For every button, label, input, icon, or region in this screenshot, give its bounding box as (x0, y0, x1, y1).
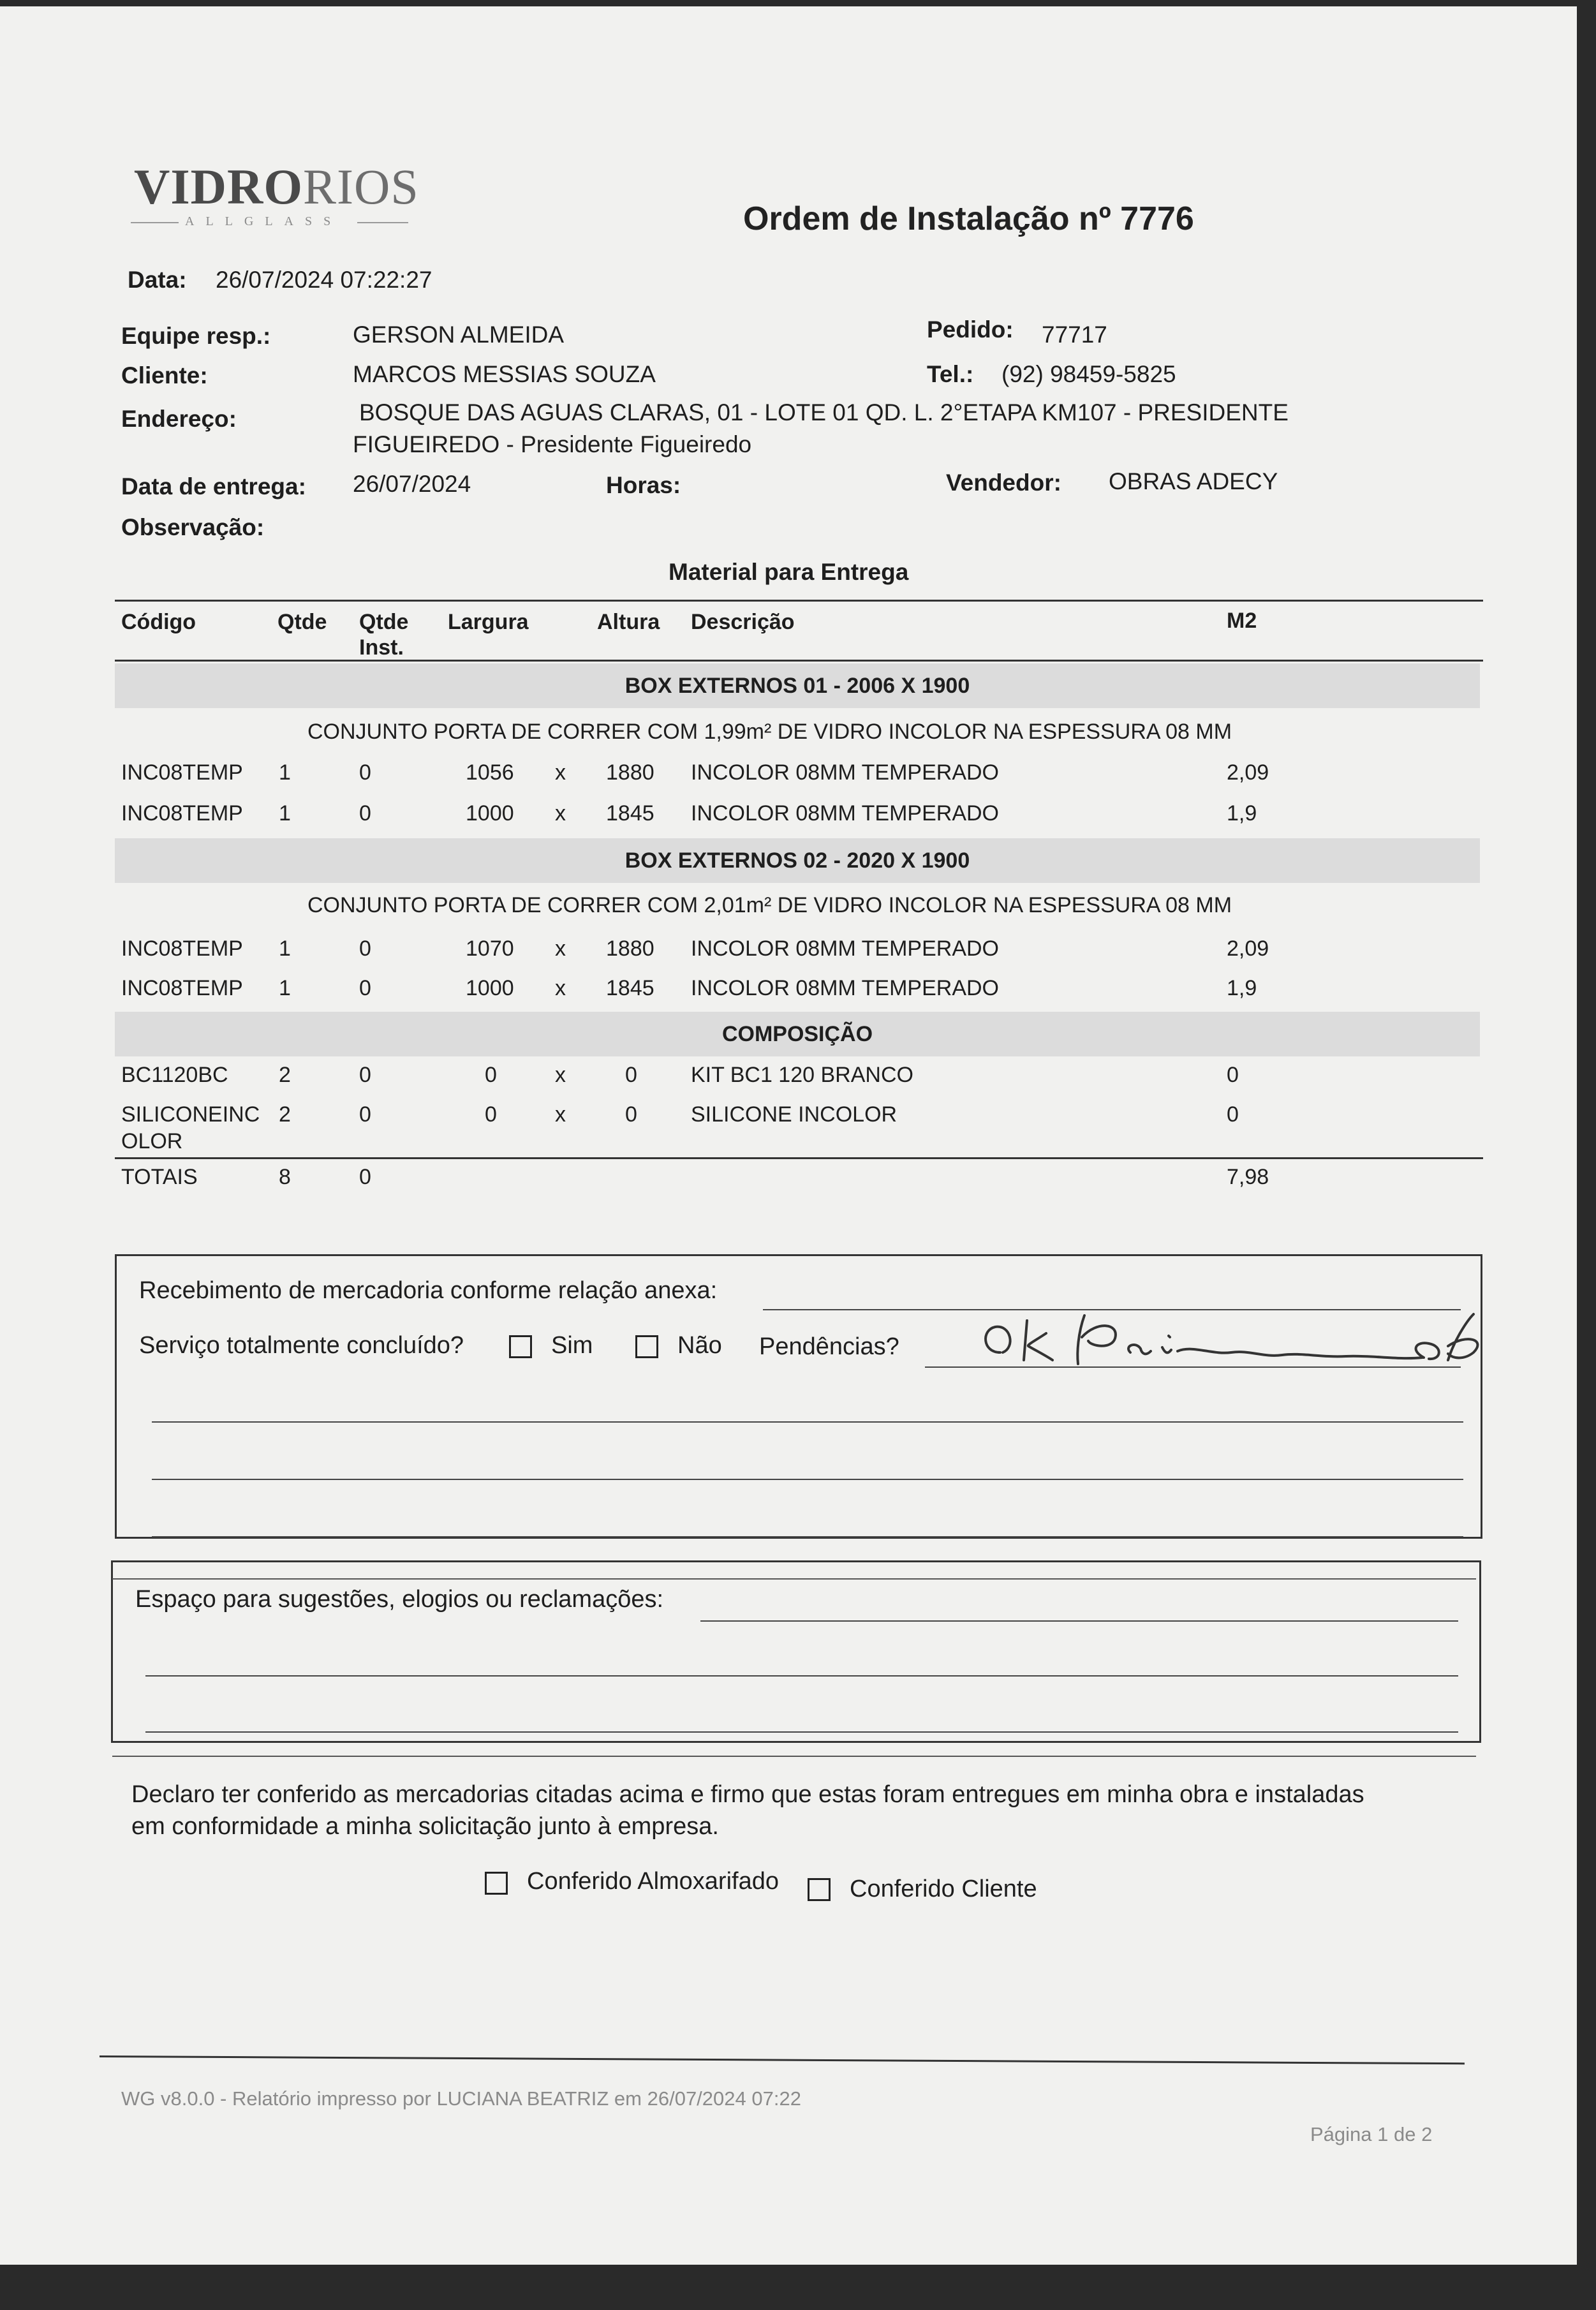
cell-description: INCOLOR 08MM TEMPERADO (691, 801, 1000, 826)
hours-label: Horas: (606, 472, 681, 498)
cell-code-wrap: OLOR (121, 1129, 183, 1153)
cell-m2: 2,09 (1227, 760, 1269, 785)
suggestions-line-2[interactable] (145, 1675, 1458, 1677)
group-subtitle: CONJUNTO PORTA DE CORRER COM 1,99m² DE VIDRO INCOLOR NA ESPESSURA 08 MM (307, 720, 1232, 744)
delivery-date-value: 26/07/2024 (353, 471, 471, 497)
suggestions-label: Espaço para sugestões, elogios ou reclamações: (135, 1586, 664, 1613)
receipt-label: Recebimento de mercadoria conforme relação anexa: (139, 1277, 718, 1304)
group-band (115, 838, 1480, 883)
date-value: 26/07/2024 07:22:27 (216, 267, 432, 293)
team-value: GERSON ALMEIDA (353, 322, 565, 348)
cell-code: INC08TEMP (121, 976, 243, 1000)
no-checkbox[interactable] (635, 1335, 658, 1358)
totals-m2: 7,98 (1227, 1165, 1269, 1189)
table-row (0, 976, 1577, 1014)
handwritten-note (963, 1308, 1493, 1378)
cell-qty-inst: 0 (359, 1063, 371, 1087)
group-band-title: BOX EXTERNOS 02 - 2020 X 1900 (624, 848, 970, 873)
cell-m2: 1,9 (1227, 976, 1257, 1000)
group-subtitle: CONJUNTO PORTA DE CORRER COM 2,01m² DE VIDRO INCOLOR NA ESPESSURA 08 MM (307, 893, 1232, 917)
cell-qty: 1 (279, 976, 291, 1000)
cell-description: INCOLOR 08MM TEMPERADO (691, 976, 1000, 1000)
cell-times: x (555, 1063, 566, 1087)
cell-times: x (555, 760, 566, 785)
order-label: Pedido: (927, 316, 1014, 343)
cell-qty: 1 (279, 937, 291, 961)
seller-value: OBRAS ADECY (1109, 468, 1278, 494)
totals-qty-inst: 0 (359, 1165, 371, 1189)
no-label: Não (677, 1332, 722, 1359)
cell-description: INCOLOR 08MM TEMPERADO (691, 937, 1000, 961)
pending-line-2[interactable] (152, 1421, 1463, 1423)
cell-code: BC1120BC (121, 1063, 228, 1087)
suggestions-line[interactable] (700, 1620, 1458, 1622)
col-header-description: Descrição (691, 610, 795, 634)
client-checked-checkbox[interactable] (808, 1878, 831, 1901)
warehouse-checked-label: Conferido Almoxarifado (527, 1868, 779, 1895)
table-row (0, 937, 1577, 975)
material-section-title: Material para Entrega (669, 559, 909, 585)
cell-qty: 1 (279, 760, 291, 785)
client-value: MARCOS MESSIAS SOUZA (353, 361, 656, 387)
seller-label: Vendedor: (946, 470, 1061, 496)
yes-checkbox[interactable] (509, 1335, 532, 1358)
cell-qty-inst: 0 (359, 801, 371, 826)
cell-height: 1880 (606, 937, 654, 961)
cell-m2: 0 (1227, 1063, 1239, 1087)
cell-qty-inst: 0 (359, 760, 371, 785)
suggestions-line-3[interactable] (145, 1731, 1458, 1733)
cell-times: x (555, 976, 566, 1000)
order-value: 77717 (1042, 322, 1107, 348)
group-band (115, 1012, 1480, 1056)
delivery-date-label: Data de entrega: (121, 473, 306, 500)
cell-width: 1056 (466, 760, 514, 785)
cell-width: 1070 (466, 937, 514, 961)
logo-text-light: RIOS (303, 159, 419, 214)
col-header-width: Largura (448, 610, 529, 634)
col-header-height: Altura (597, 610, 660, 634)
table-row (0, 760, 1577, 799)
col-header-qty-inst: Qtde (359, 610, 409, 634)
cell-width: 1000 (466, 976, 514, 1000)
table-row (0, 801, 1577, 840)
table-row (0, 1102, 1577, 1166)
cell-qty-inst: 0 (359, 1102, 371, 1127)
cell-code: INC08TEMP (121, 760, 243, 785)
team-label: Equipe resp.: (121, 323, 271, 349)
cell-qty: 2 (279, 1063, 291, 1087)
cell-m2: 0 (1227, 1102, 1239, 1127)
date-label: Data: (128, 267, 187, 293)
cell-qty-inst: 0 (359, 937, 371, 961)
cell-m2: 1,9 (1227, 801, 1257, 826)
cell-code: SILICONEINC (121, 1102, 260, 1127)
client-checked-label: Conferido Cliente (850, 1876, 1037, 1902)
group-band (115, 663, 1480, 708)
pending-line-4[interactable] (152, 1536, 1463, 1537)
declaration-line-1: Declaro ter conferido as mercadorias citadas acima e firmo que estas foram entregues em minha obra e instaladas (131, 1781, 1364, 1808)
phone-value: (92) 98459-5825 (1001, 361, 1176, 387)
cell-description: INCOLOR 08MM TEMPERADO (691, 760, 1000, 785)
cell-m2: 2,09 (1227, 937, 1269, 961)
cell-code: INC08TEMP (121, 937, 243, 961)
pending-line-3[interactable] (152, 1479, 1463, 1480)
cell-code: INC08TEMP (121, 801, 243, 826)
address-label: Endereço: (121, 406, 237, 432)
col-header-qty: Qtde (277, 610, 327, 634)
pending-label: Pendências? (759, 1333, 899, 1360)
cell-qty-inst: 0 (359, 976, 371, 1000)
cell-description: SILICONE INCOLOR (691, 1102, 898, 1127)
cell-height: 1845 (606, 801, 654, 826)
cell-height: 0 (625, 1102, 637, 1127)
address-line-2: FIGUEIREDO - Presidente Figueiredo (353, 431, 752, 457)
cell-height: 1845 (606, 976, 654, 1000)
totals-row (0, 1165, 1577, 1203)
warehouse-checked-checkbox[interactable] (485, 1872, 508, 1895)
company-logo (134, 158, 419, 216)
print-info: WG v8.0.0 - Relatório impresso por LUCIANA BEATRIZ em 26/07/2024 07:22 (121, 2087, 801, 2110)
table-row (0, 1063, 1577, 1101)
address-line-1: BOSQUE DAS AGUAS CLARAS, 01 - LOTE 01 QD. L. 2°ETAPA KM107 - PRESIDENTE (359, 399, 1289, 426)
cell-height: 1880 (606, 760, 654, 785)
cell-qty: 2 (279, 1102, 291, 1127)
declaration-line-2: em conformidade a minha solicitação junto à empresa. (131, 1813, 719, 1840)
page-number: Página 1 de 2 (1310, 2123, 1433, 2145)
logo-text-bold: VIDRO (134, 159, 304, 214)
yes-label: Sim (551, 1332, 593, 1359)
col-header-code: Código (121, 610, 196, 634)
observation-label: Observação: (121, 514, 265, 540)
document-title: Ordem de Instalação nº 7776 (743, 200, 1194, 237)
cell-width: 0 (485, 1102, 497, 1127)
cell-qty: 1 (279, 801, 291, 826)
cell-width: 0 (485, 1063, 497, 1087)
service-question: Serviço totalmente concluído? (139, 1332, 464, 1359)
cell-times: x (555, 937, 566, 961)
group-band-title: BOX EXTERNOS 01 - 2006 X 1900 (624, 674, 970, 698)
totals-qty: 8 (279, 1165, 291, 1189)
col-header-qty-inst-2: Inst. (359, 635, 404, 660)
phone-label: Tel.: (927, 361, 974, 387)
col-header-m2: M2 (1227, 609, 1257, 633)
totals-label: TOTAIS (121, 1165, 198, 1189)
group-band-title: COMPOSIÇÃO (721, 1022, 873, 1046)
cell-description: KIT BC1 120 BRANCO (691, 1063, 913, 1087)
cell-times: x (555, 801, 566, 826)
logo-subtitle: ALLGLASS (185, 214, 343, 228)
cell-height: 0 (625, 1063, 637, 1087)
cell-times: x (555, 1102, 566, 1127)
document-page (0, 6, 1577, 2265)
client-label: Cliente: (121, 362, 208, 389)
cell-width: 1000 (466, 801, 514, 826)
